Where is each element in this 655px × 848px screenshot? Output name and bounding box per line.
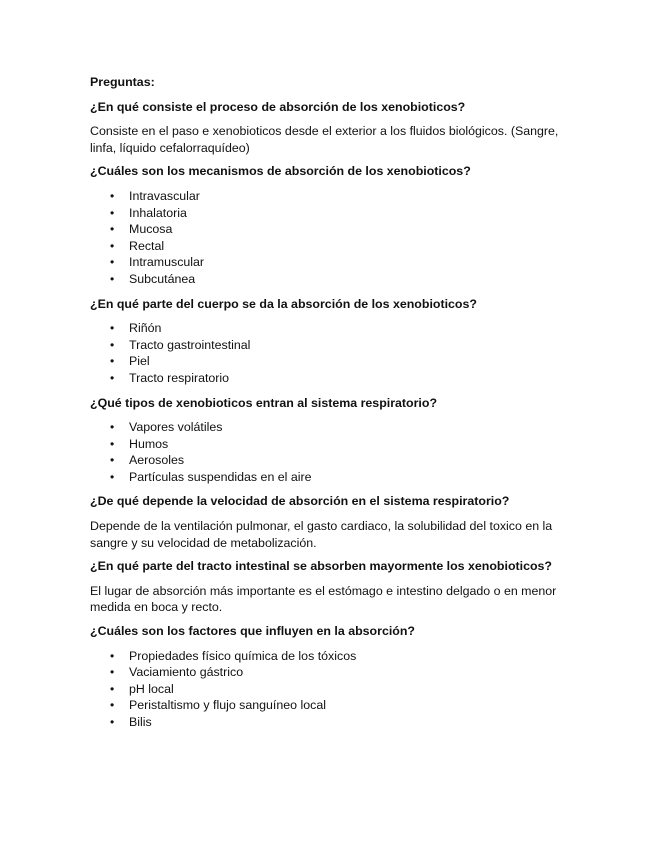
list-item-text: Tracto respiratorio: [129, 370, 230, 385]
list-item-text: Intravascular: [129, 188, 200, 203]
list-item: [90, 254, 570, 271]
list-item-text: Mucosa: [129, 222, 173, 237]
list-item-text: Intramuscular: [129, 255, 205, 270]
list-item: [90, 205, 570, 222]
list-item: [90, 238, 570, 255]
list-item-text: Peristaltismo y flujo sanguíneo local: [129, 698, 326, 713]
bullet-icon: •: [110, 337, 115, 352]
list-item-text: Partículas suspendidas en el aire: [129, 469, 312, 484]
bullet-list: [90, 419, 570, 485]
bullet-list: [90, 648, 570, 731]
bullet-icon: •: [110, 354, 115, 369]
list-item: [90, 664, 570, 681]
list-item: [90, 714, 570, 731]
question-heading: ¿En qué parte del tracto intestinal se absorben mayormente los xenobioticos?: [90, 559, 552, 574]
list-item: [90, 320, 570, 337]
bullet-icon: •: [110, 715, 115, 729]
list-item: [90, 697, 570, 714]
answer-paragraph: Depende de la ventilación pulmonar, el gasto cardiaco, la solubilidad del toxico en la sangre y su velocidad de metabolización.: [90, 519, 553, 550]
list-item: [90, 370, 570, 387]
document-content: [90, 74, 570, 739]
bullet-icon: •: [110, 370, 115, 385]
bullet-icon: •: [110, 436, 115, 451]
list-item: [90, 452, 570, 469]
list-item-text: Aerosoles: [129, 453, 185, 468]
list-item: [90, 419, 570, 436]
document-title: Preguntas:: [90, 75, 155, 89]
list-item: [90, 469, 570, 486]
question-heading: ¿Cuáles son los factores que influyen en la absorción?: [90, 624, 415, 639]
bullet-icon: •: [110, 238, 115, 253]
question-heading: ¿En qué consiste el proceso de absorción de los xenobioticos?: [90, 99, 466, 114]
bullet-icon: •: [110, 665, 115, 680]
bullet-icon: •: [110, 271, 115, 286]
list-item-text: Riñón: [129, 321, 162, 336]
bullet-icon: •: [110, 188, 115, 203]
bullet-icon: •: [110, 698, 115, 713]
list-item-text: Vaciamiento gástrico: [129, 665, 244, 680]
list-item-text: Inhalatoria: [129, 205, 187, 220]
bullet-icon: •: [110, 453, 115, 468]
answer-paragraph: El lugar de absorción más importante es el estómago e intestino delgado o en menor medida en boca y recto.: [90, 583, 557, 615]
question-heading: ¿De qué depende la velocidad de absorción en el sistema respiratorio?: [90, 494, 510, 509]
bullet-icon: •: [110, 681, 115, 696]
answer-paragraph: Consiste en el paso e xenobioticos desde el exterior a los fluidos biológicos. (Sangre, linfa, líquido cefalorraquídeo): [90, 124, 559, 155]
bullet-list: [90, 320, 570, 386]
bullet-icon: •: [110, 255, 115, 270]
list-item-text: Bilis: [129, 715, 152, 729]
bullet-list: [90, 188, 570, 288]
list-item: [90, 188, 570, 205]
list-item: [90, 648, 570, 665]
list-item-text: Piel: [129, 354, 150, 369]
list-item-text: Humos: [129, 436, 169, 451]
list-item: [90, 353, 570, 370]
list-item-text: pH local: [129, 681, 174, 696]
question-heading: ¿En qué parte del cuerpo se da la absorción de los xenobioticos?: [90, 296, 477, 311]
list-item-text: Tracto gastrointestinal: [129, 337, 251, 352]
list-item: [90, 681, 570, 698]
list-item-text: Rectal: [129, 238, 165, 253]
bullet-icon: •: [110, 205, 115, 220]
bullet-icon: •: [110, 469, 115, 484]
question-heading: ¿Qué tipos de xenobioticos entran al sistema respiratorio?: [90, 395, 438, 410]
list-item: [90, 337, 570, 354]
list-item-text: Subcutánea: [129, 271, 196, 286]
list-item-text: Vapores volátiles: [129, 420, 223, 435]
bullet-icon: •: [110, 222, 115, 237]
bullet-icon: •: [110, 420, 115, 435]
list-item: [90, 221, 570, 238]
bullet-icon: •: [110, 648, 115, 663]
list-item: [90, 271, 570, 288]
question-heading: ¿Cuáles son los mecanismos de absorción de los xenobioticos?: [90, 164, 471, 179]
bullet-icon: •: [110, 321, 115, 336]
list-item: [90, 436, 570, 453]
list-item-text: Propiedades físico química de los tóxicos: [129, 648, 357, 663]
